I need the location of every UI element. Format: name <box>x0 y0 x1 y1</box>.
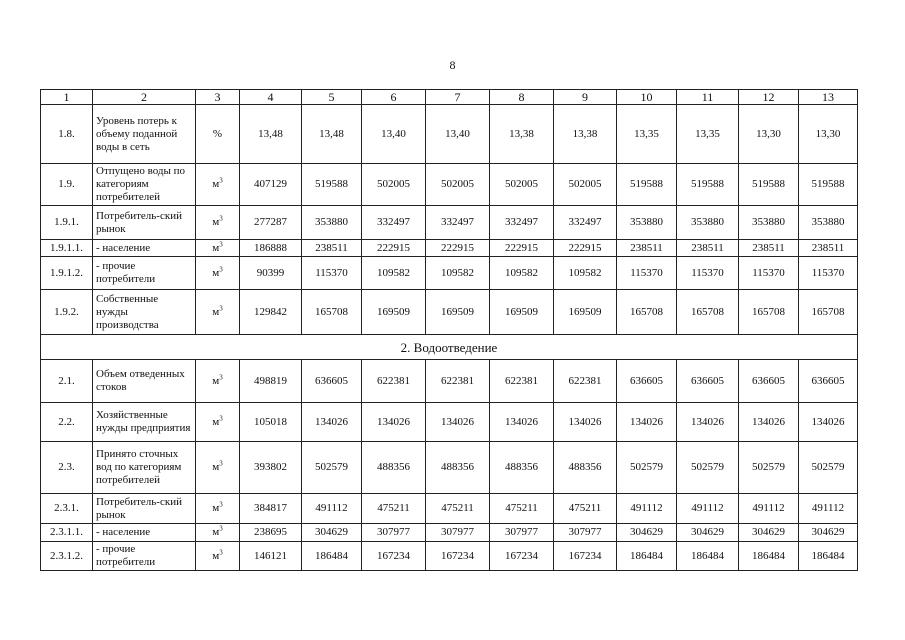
row-code: 1.9. <box>41 164 93 206</box>
value-cell: 134026 <box>799 403 858 442</box>
row-code: 2.2. <box>41 403 93 442</box>
column-header-5: 5 <box>302 90 362 105</box>
value-cell: 519588 <box>739 164 799 206</box>
value-cell: 304629 <box>677 524 739 542</box>
unit-cell: $м^3$ <box>196 403 240 442</box>
value-cell: 165708 <box>739 290 799 335</box>
table-row <box>41 494 858 524</box>
value-cell: 519588 <box>799 164 858 206</box>
section-row <box>41 335 858 360</box>
value-cell: 13,40 <box>362 105 426 164</box>
value-cell: 13,48 <box>302 105 362 164</box>
value-cell: 622381 <box>490 360 554 403</box>
value-cell: 502579 <box>739 442 799 494</box>
value-cell: 498819 <box>240 360 302 403</box>
value-cell: 407129 <box>240 164 302 206</box>
value-cell: 475211 <box>554 494 617 524</box>
row-code: 1.9.1. <box>41 206 93 240</box>
row-name: Хозяйственные нужды предприятия <box>93 403 196 442</box>
column-header-13: 13 <box>799 90 858 105</box>
unit-cell: $м^3$ <box>196 494 240 524</box>
row-code: 2.1. <box>41 360 93 403</box>
value-cell: 332497 <box>426 206 490 240</box>
value-cell: 307977 <box>426 524 490 542</box>
value-cell: 165708 <box>799 290 858 335</box>
value-cell: 90399 <box>240 257 302 290</box>
section-title: 2. Водоотведение <box>41 335 858 360</box>
value-cell: 13,40 <box>426 105 490 164</box>
value-cell: 238695 <box>240 524 302 542</box>
value-cell: 353880 <box>677 206 739 240</box>
value-cell: 13,35 <box>617 105 677 164</box>
row-name: Отпущено воды по категориям потребителей <box>93 164 196 206</box>
value-cell: 491112 <box>302 494 362 524</box>
row-name: - население <box>93 240 196 257</box>
value-cell: 186888 <box>240 240 302 257</box>
value-cell: 109582 <box>362 257 426 290</box>
column-header-10: 10 <box>617 90 677 105</box>
row-code: 2.3. <box>41 442 93 494</box>
row-code: 1.9.1.2. <box>41 257 93 290</box>
value-cell: 129842 <box>240 290 302 335</box>
value-cell: 332497 <box>554 206 617 240</box>
row-code: 1.8. <box>41 105 93 164</box>
column-header-1: 1 <box>41 90 93 105</box>
row-code: 1.9.1.1. <box>41 240 93 257</box>
table-row <box>41 164 858 206</box>
value-cell: 222915 <box>426 240 490 257</box>
value-cell: 502579 <box>302 442 362 494</box>
table-row <box>41 105 858 164</box>
column-header-9: 9 <box>554 90 617 105</box>
value-cell: 165708 <box>617 290 677 335</box>
value-cell: 186484 <box>302 542 362 571</box>
value-cell: 353880 <box>302 206 362 240</box>
value-cell: 134026 <box>617 403 677 442</box>
row-code: 2.3.1.2. <box>41 542 93 571</box>
value-cell: 304629 <box>799 524 858 542</box>
value-cell: 238511 <box>799 240 858 257</box>
value-cell: 13,30 <box>799 105 858 164</box>
unit-cell: $м^3$ <box>196 290 240 335</box>
row-name: Потребитель-ский рынок <box>93 494 196 524</box>
column-header-12: 12 <box>739 90 799 105</box>
value-cell: 13,30 <box>739 105 799 164</box>
value-cell: 519588 <box>617 164 677 206</box>
value-cell: 134026 <box>677 403 739 442</box>
value-cell: 167234 <box>490 542 554 571</box>
column-header-7: 7 <box>426 90 490 105</box>
value-cell: 238511 <box>739 240 799 257</box>
value-cell: 622381 <box>426 360 490 403</box>
value-cell: 304629 <box>617 524 677 542</box>
value-cell: 222915 <box>554 240 617 257</box>
value-cell: 502579 <box>617 442 677 494</box>
column-header-2: 2 <box>93 90 196 105</box>
row-code: 1.9.2. <box>41 290 93 335</box>
value-cell: 636605 <box>677 360 739 403</box>
value-cell: 13,48 <box>240 105 302 164</box>
value-cell: 13,38 <box>490 105 554 164</box>
unit-cell: $м^3$ <box>196 257 240 290</box>
value-cell: 115370 <box>302 257 362 290</box>
value-cell: 332497 <box>362 206 426 240</box>
value-cell: 475211 <box>362 494 426 524</box>
unit-cell: $м^3$ <box>196 542 240 571</box>
value-cell: 519588 <box>677 164 739 206</box>
value-cell: 186484 <box>799 542 858 571</box>
value-cell: 304629 <box>739 524 799 542</box>
unit-cell: $м^3$ <box>196 164 240 206</box>
unit-cell: $м^3$ <box>196 524 240 542</box>
value-cell: 165708 <box>302 290 362 335</box>
value-cell: 353880 <box>799 206 858 240</box>
value-cell: 238511 <box>677 240 739 257</box>
row-name: Объем отведенных стоков <box>93 360 196 403</box>
value-cell: 475211 <box>490 494 554 524</box>
value-cell: 488356 <box>426 442 490 494</box>
value-cell: 167234 <box>426 542 490 571</box>
value-cell: 636605 <box>799 360 858 403</box>
value-cell: 169509 <box>426 290 490 335</box>
value-cell: 115370 <box>677 257 739 290</box>
row-name: Принято сточных вод по категориям потребителей <box>93 442 196 494</box>
value-cell: 238511 <box>617 240 677 257</box>
value-cell: 115370 <box>617 257 677 290</box>
unit-cell: $м^3$ <box>196 442 240 494</box>
unit-cell: % <box>196 105 240 164</box>
value-cell: 307977 <box>554 524 617 542</box>
value-cell: 146121 <box>240 542 302 571</box>
value-cell: 186484 <box>739 542 799 571</box>
value-cell: 115370 <box>799 257 858 290</box>
table-row <box>41 524 858 542</box>
row-code: 2.3.1.1. <box>41 524 93 542</box>
value-cell: 115370 <box>739 257 799 290</box>
value-cell: 502005 <box>554 164 617 206</box>
value-cell: 222915 <box>362 240 426 257</box>
value-cell: 502579 <box>677 442 739 494</box>
value-cell: 307977 <box>490 524 554 542</box>
value-cell: 109582 <box>426 257 490 290</box>
table-row <box>41 542 858 571</box>
table-row <box>41 442 858 494</box>
value-cell: 488356 <box>554 442 617 494</box>
value-cell: 304629 <box>302 524 362 542</box>
value-cell: 134026 <box>362 403 426 442</box>
value-cell: 222915 <box>490 240 554 257</box>
value-cell: 134026 <box>426 403 490 442</box>
table-row <box>41 257 858 290</box>
value-cell: 186484 <box>617 542 677 571</box>
value-cell: 307977 <box>362 524 426 542</box>
value-cell: 353880 <box>617 206 677 240</box>
value-cell: 169509 <box>490 290 554 335</box>
value-cell: 353880 <box>739 206 799 240</box>
value-cell: 167234 <box>362 542 426 571</box>
column-header-11: 11 <box>677 90 739 105</box>
value-cell: 636605 <box>617 360 677 403</box>
row-name: Собственные нужды производства <box>93 290 196 335</box>
value-cell: 169509 <box>362 290 426 335</box>
table-row <box>41 360 858 403</box>
column-header-4: 4 <box>240 90 302 105</box>
table-row <box>41 240 858 257</box>
value-cell: 277287 <box>240 206 302 240</box>
row-code: 2.3.1. <box>41 494 93 524</box>
value-cell: 502579 <box>799 442 858 494</box>
value-cell: 622381 <box>554 360 617 403</box>
value-cell: 167234 <box>554 542 617 571</box>
value-cell: 488356 <box>490 442 554 494</box>
row-name: - прочие потребители <box>93 542 196 571</box>
value-cell: 491112 <box>799 494 858 524</box>
value-cell: 491112 <box>677 494 739 524</box>
value-cell: 109582 <box>554 257 617 290</box>
table-row <box>41 290 858 335</box>
page-number: 8 <box>449 58 456 72</box>
value-cell: 332497 <box>490 206 554 240</box>
value-cell: 636605 <box>739 360 799 403</box>
column-header-8: 8 <box>490 90 554 105</box>
value-cell: 134026 <box>554 403 617 442</box>
column-header-3: 3 <box>196 90 240 105</box>
table-row <box>41 403 858 442</box>
header-row <box>41 90 858 105</box>
value-cell: 134026 <box>490 403 554 442</box>
value-cell: 491112 <box>617 494 677 524</box>
value-cell: 488356 <box>362 442 426 494</box>
value-cell: 134026 <box>302 403 362 442</box>
value-cell: 13,35 <box>677 105 739 164</box>
data-table <box>40 89 858 571</box>
value-cell: 636605 <box>302 360 362 403</box>
column-header-6: 6 <box>362 90 426 105</box>
value-cell: 134026 <box>739 403 799 442</box>
row-name: Уровень потерь к объему поданной воды в сеть <box>93 105 196 164</box>
value-cell: 105018 <box>240 403 302 442</box>
value-cell: 502005 <box>362 164 426 206</box>
value-cell: 475211 <box>426 494 490 524</box>
unit-cell: $м^3$ <box>196 206 240 240</box>
value-cell: 491112 <box>739 494 799 524</box>
row-name: Потребитель-ский рынок <box>93 206 196 240</box>
value-cell: 238511 <box>302 240 362 257</box>
table-row <box>41 206 858 240</box>
value-cell: 384817 <box>240 494 302 524</box>
value-cell: 622381 <box>362 360 426 403</box>
value-cell: 393802 <box>240 442 302 494</box>
unit-cell: $м^3$ <box>196 360 240 403</box>
value-cell: 169509 <box>554 290 617 335</box>
value-cell: 519588 <box>302 164 362 206</box>
row-name: - население <box>93 524 196 542</box>
value-cell: 165708 <box>677 290 739 335</box>
value-cell: 13,38 <box>554 105 617 164</box>
row-name: - прочие потребители <box>93 257 196 290</box>
value-cell: 502005 <box>426 164 490 206</box>
unit-cell: $м^3$ <box>196 240 240 257</box>
value-cell: 186484 <box>677 542 739 571</box>
value-cell: 109582 <box>490 257 554 290</box>
value-cell: 502005 <box>490 164 554 206</box>
